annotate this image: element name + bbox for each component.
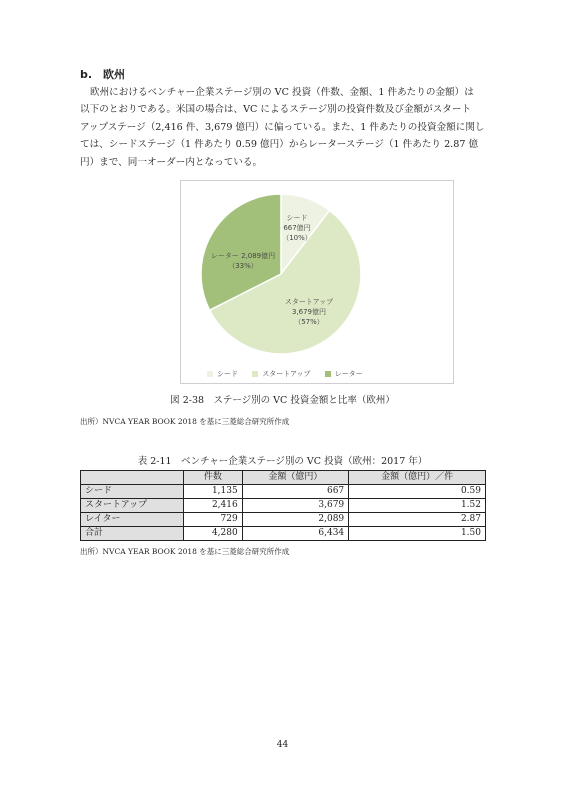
paragraph-line: 欧州におけるベンチャー企業ステージ別の VC 投資（件数、金額、1 件あたりの金額）は [90, 87, 474, 98]
table-caption: 表 2-11 ベンチャー企業ステージ別の VC 投資（欧州：2017 年） [137, 456, 428, 467]
slice-label-name: シード [286, 214, 308, 222]
row-label: シード [81, 485, 184, 499]
legend-swatch-later [325, 371, 331, 377]
vc-investment-table [80, 470, 486, 541]
slice-label-pct: （10%） [282, 234, 312, 242]
paragraph-line: ては、シードステージ（1 件あたり 0.59 億円）からレーターステージ（1 件あたり 2.87 億 [80, 139, 479, 151]
slice-label-value: 3,679億円 [291, 308, 327, 316]
legend-label: シード [217, 370, 238, 378]
table-header-cell [81, 471, 184, 485]
slice-label-pct: （33%） [228, 262, 258, 270]
slice-label-later [203, 251, 283, 271]
slice-label-seed [277, 213, 317, 243]
table-header-cell: 金額（億円）／件 [349, 471, 486, 485]
table-cell: 0.59 [349, 485, 486, 499]
legend-swatch-seed [207, 371, 213, 377]
table-cell: 1,135 [184, 485, 243, 499]
table-row [81, 513, 486, 527]
legend-label: レーター [334, 370, 363, 378]
pie-chart-figure [180, 180, 454, 384]
chart-legend [207, 369, 375, 379]
table-header-row [81, 471, 486, 485]
section-heading: b. 欧州 [80, 68, 126, 81]
body-paragraph [80, 84, 486, 171]
table-cell: 2,089 [242, 513, 348, 527]
row-label: スタートアップ [81, 499, 184, 513]
legend-item [325, 369, 363, 379]
source-note: 出所）NVCA YEAR BOOK 2018 を基に三菱総合研究所作成 [80, 547, 290, 556]
paragraph-line: アップステージ（2,416 件、3,679 億円）に偏っている。また、1 件あたりの投資金額に関し [80, 121, 485, 133]
legend-item [207, 369, 238, 379]
table-cell: 667 [242, 485, 348, 499]
slice-label-pct: （57%） [294, 318, 324, 326]
paragraph-line: 以下のとおりである。米国の場合は、VC によるステージ別の投資件数及び金額がスタート [80, 104, 472, 116]
table-cell: 1.52 [349, 499, 486, 513]
table-cell: 2.87 [349, 513, 486, 527]
table-cell: 4,280 [184, 527, 243, 541]
table-cell: 2,416 [184, 499, 243, 513]
table-row [81, 499, 486, 513]
legend-label: スタートアップ [262, 370, 311, 378]
slice-label-value: レーター 2,089億円 [210, 252, 276, 260]
page-number: 44 [276, 740, 289, 750]
table-cell: 1.50 [349, 527, 486, 541]
legend-swatch-startup [252, 371, 258, 377]
table-cell: 729 [184, 513, 243, 527]
table-header-cell: 金額（億円） [242, 471, 348, 485]
table-cell: 6,434 [242, 527, 348, 541]
table-header-cell: 件数 [184, 471, 243, 485]
table-cell: 3,679 [242, 499, 348, 513]
table-total-row [81, 527, 486, 541]
paragraph-line: 円）まで、同一オーダー内となっている。 [80, 156, 263, 168]
source-note: 出所）NVCA YEAR BOOK 2018 を基に三菱総合研究所作成 [80, 417, 290, 426]
row-label: レイター [81, 513, 184, 527]
row-label: 合計 [81, 527, 184, 541]
table-row [81, 485, 486, 499]
slice-label-value: 667億円 [283, 224, 311, 232]
slice-label-startup [273, 297, 345, 327]
pie-chart [181, 181, 453, 383]
legend-item [252, 369, 310, 379]
figure-caption: 図 2-38 ステージ別の VC 投資金額と比率（欧州） [170, 395, 395, 406]
slice-label-name: スタートアップ [284, 298, 334, 306]
